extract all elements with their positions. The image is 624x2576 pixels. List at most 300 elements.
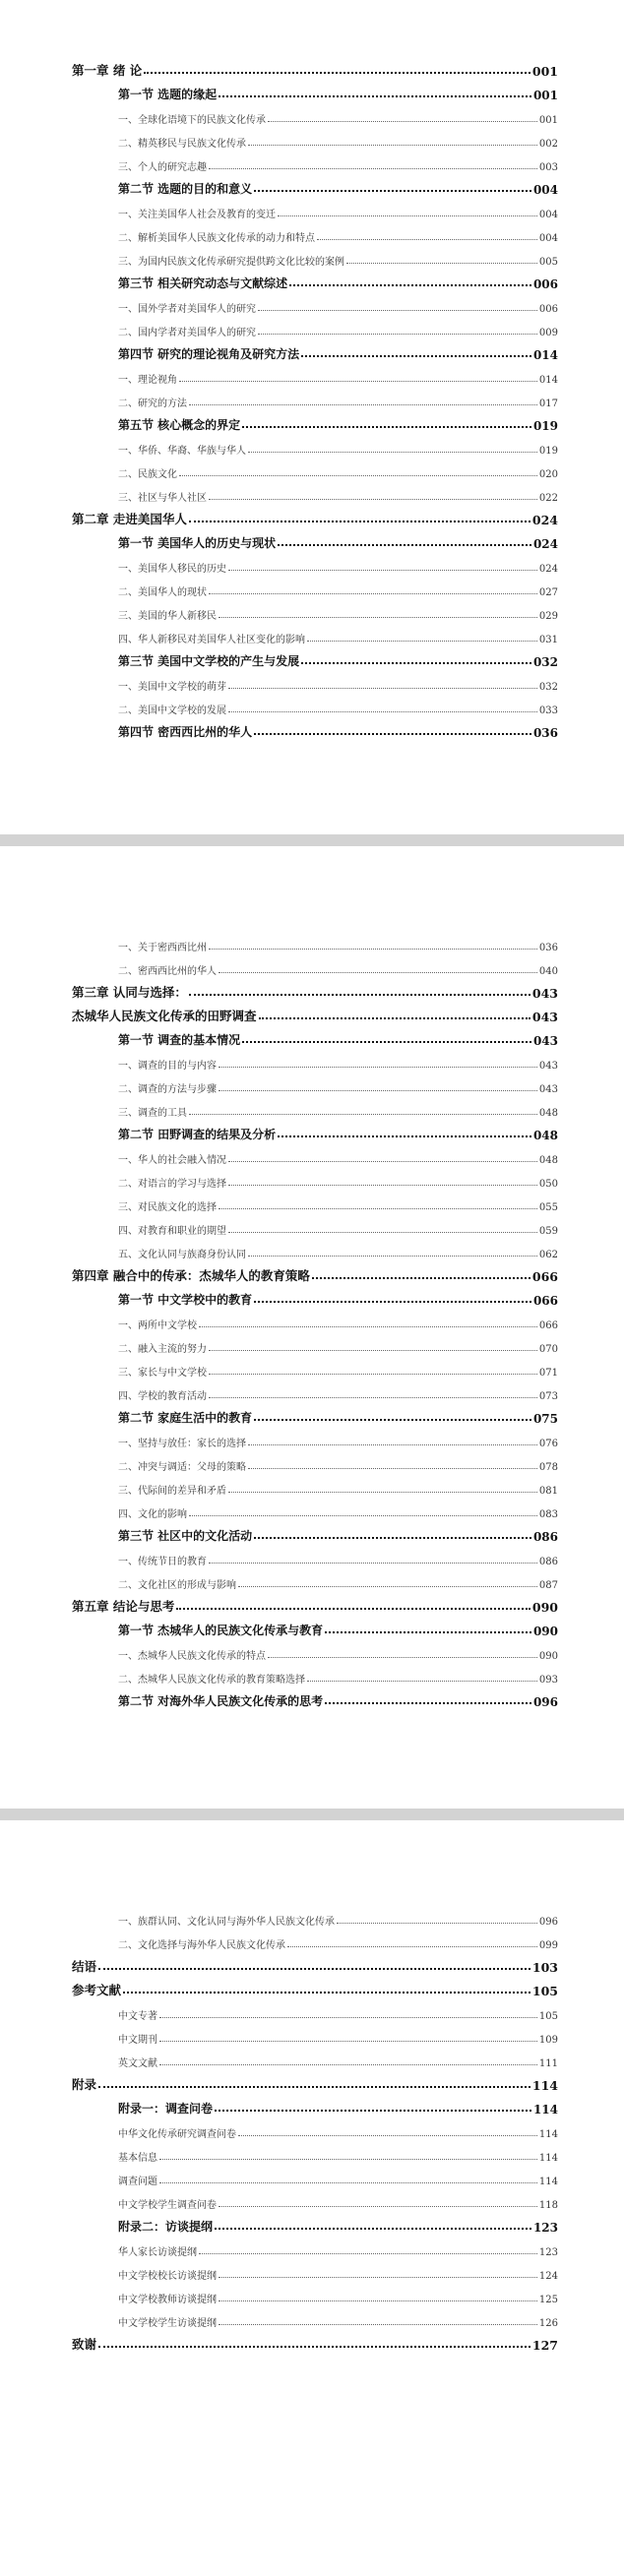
toc-subsection-entry[interactable] <box>118 2282 558 2305</box>
toc-entry-title: 二、冲突与调适：父母的策略 <box>118 1462 246 1473</box>
dot-leader <box>159 2017 537 2018</box>
toc-entry-title: 第三节 美国中文学校的产生与发展 <box>118 654 300 668</box>
dot-leader <box>228 570 537 571</box>
toc-page-number: 027 <box>538 587 558 598</box>
toc-page-number: 024 <box>538 564 558 575</box>
toc-chapter-entry[interactable] <box>72 504 558 527</box>
toc-entry-title: 二、精英移民与民族文化传承 <box>118 139 246 150</box>
toc-list <box>0 1904 624 2353</box>
dot-leader <box>307 1681 537 1682</box>
toc-subsection-entry[interactable] <box>118 598 558 622</box>
dot-leader <box>179 381 537 382</box>
toc-page-number: 040 <box>538 966 558 977</box>
toc-page-number: 014 <box>538 375 558 386</box>
toc-entry-title: 三、为国内民族文化传承研究提供跨文化比较的案例 <box>118 257 344 268</box>
toc-subsection-entry[interactable] <box>118 2116 558 2140</box>
toc-subsection-entry[interactable] <box>118 575 558 598</box>
toc-subsection-entry[interactable] <box>118 1308 558 1331</box>
toc-entry-title: 中文期刊 <box>118 2035 157 2046</box>
toc-entry-title: 第一节 选题的缘起 <box>118 88 218 101</box>
toc-section-entry[interactable] <box>118 1615 558 1638</box>
dot-leader <box>215 2228 531 2230</box>
toc-subsection-entry[interactable] <box>118 457 558 480</box>
toc-section-entry[interactable] <box>118 527 558 551</box>
dot-leader <box>228 688 537 689</box>
toc-entry-title: 二、美国中文学校的发展 <box>118 705 226 716</box>
toc-entry-title: 中文学校校长访谈提纲 <box>118 2271 217 2282</box>
toc-page-number: 050 <box>538 1179 558 1190</box>
toc-page-number: 086 <box>538 1557 558 1567</box>
toc-entry-title: 一、两所中文学校 <box>118 1320 197 1331</box>
dot-leader <box>228 1232 537 1233</box>
toc-entry-title: 第四节 研究的理论视角及研究方法 <box>118 347 300 361</box>
dot-leader <box>218 2300 537 2301</box>
dot-leader <box>259 1017 530 1019</box>
dot-leader <box>218 95 531 97</box>
toc-entry-title: 基本信息 <box>118 2153 157 2164</box>
toc-entry-title: 致谢 <box>72 2337 97 2352</box>
toc-entry-title: 第四节 密西西比州的华人 <box>118 725 253 739</box>
toc-page-number: 033 <box>538 705 558 716</box>
toc-entry-title: 三、个人的研究志趣 <box>118 162 207 173</box>
toc-page-number: 081 <box>538 1486 558 1497</box>
dot-leader <box>98 2086 530 2088</box>
toc-page-number: 087 <box>538 1580 558 1591</box>
dot-leader <box>254 733 531 735</box>
dot-leader <box>209 168 537 169</box>
toc-subsection-entry[interactable] <box>118 1095 558 1119</box>
toc-list <box>0 55 624 740</box>
toc-page-number: 048 <box>532 1129 558 1142</box>
dot-leader <box>159 2064 537 2065</box>
toc-subsection-entry[interactable] <box>118 1497 558 1520</box>
toc-subsection-entry[interactable] <box>118 362 558 386</box>
toc-entry-title: 第二节 对海外华人民族文化传承的思考 <box>118 1694 324 1708</box>
dot-leader <box>346 263 537 264</box>
toc-entry-title: 三、家长与中文学校 <box>118 1368 207 1379</box>
toc-entry-title: 二、调查的方法与步骤 <box>118 1084 217 1095</box>
toc-page-number: 125 <box>538 2295 558 2305</box>
toc-subsection-entry[interactable] <box>118 930 558 953</box>
dot-leader <box>228 711 537 712</box>
dot-leader <box>301 355 531 357</box>
dot-leader <box>218 1208 537 1209</box>
toc-entry-title: 二、融入主流的努力 <box>118 1344 207 1355</box>
toc-page-number: 090 <box>532 1625 558 1638</box>
toc-page-number: 090 <box>531 1600 558 1615</box>
toc-page-number: 076 <box>538 1439 558 1449</box>
toc-entry-title: 五、文化认同与族裔身份认同 <box>118 1250 246 1260</box>
toc-page-number: 066 <box>532 1294 558 1308</box>
toc-page-number: 083 <box>538 1509 558 1520</box>
toc-subsection-entry[interactable] <box>118 2164 558 2187</box>
toc-page-number: 032 <box>538 682 558 693</box>
toc-entry-title: 中华文化传承研究调查问卷 <box>118 2129 236 2140</box>
toc-subsection-entry[interactable] <box>118 126 558 150</box>
toc-subsection-entry[interactable] <box>118 551 558 575</box>
toc-page-number: 009 <box>538 328 558 338</box>
dot-leader <box>209 593 537 594</box>
toc-entry-title: 一、美国华人移民的历史 <box>118 564 226 575</box>
dot-leader <box>301 662 531 664</box>
toc-subsection-entry[interactable] <box>118 291 558 315</box>
dot-leader <box>218 1090 537 1091</box>
toc-page-number: 048 <box>538 1155 558 1166</box>
dot-leader <box>209 499 537 500</box>
toc-entry-title: 二、文化选择与海外华人民族文化传承 <box>118 1940 285 1951</box>
toc-entry-title: 一、坚持与放任：家长的选择 <box>118 1439 246 1449</box>
toc-page-number: 020 <box>538 469 558 480</box>
dot-leader <box>189 1114 537 1115</box>
dot-leader <box>218 2206 537 2207</box>
toc-entry-title: 第二节 家庭生活中的教育 <box>118 1411 253 1425</box>
toc-entry-title: 二、解析美国华人民族文化传承的动力和特点 <box>118 233 315 244</box>
dot-leader <box>278 1135 531 1137</box>
toc-entry-title: 中文专著 <box>118 2011 157 2022</box>
toc-page-number: 004 <box>538 233 558 244</box>
toc-subsection-entry[interactable] <box>118 433 558 457</box>
toc-page-number: 123 <box>532 2221 558 2235</box>
toc-chapter-entry[interactable] <box>72 1591 558 1615</box>
toc-entry-title: 第四章 融合中的传承：杰城华人的教育策略 <box>72 1268 310 1283</box>
toc-chapter-entry[interactable] <box>72 1260 558 1284</box>
toc-section-entry[interactable] <box>118 173 558 197</box>
toc-entry-title: 中文学校教师访谈提纲 <box>118 2295 217 2305</box>
toc-page-number: 024 <box>531 513 558 527</box>
toc-entry-title: 三、代际间的差异和矛盾 <box>118 1486 226 1497</box>
toc-entry-title: 三、美国的华人新移民 <box>118 611 217 622</box>
toc-entry-title: 第二节 选题的目的和意义 <box>118 182 253 196</box>
dot-leader <box>248 1468 537 1469</box>
toc-chapter-entry[interactable] <box>72 55 558 79</box>
toc-entry-title: 第三章 认同与选择： <box>72 985 187 1000</box>
toc-chapter-entry[interactable] <box>72 1975 558 1998</box>
toc-section-entry[interactable] <box>118 338 558 362</box>
toc-chapter-entry[interactable] <box>72 1001 558 1024</box>
toc-page-number: 096 <box>532 1695 558 1709</box>
dot-leader <box>218 1067 537 1068</box>
toc-entry-title: 第一节 杰城华人的民族文化传承与教育 <box>118 1624 324 1637</box>
toc-subsection-entry[interactable] <box>118 1998 558 2022</box>
toc-page-number: 118 <box>538 2200 558 2211</box>
toc-list <box>0 930 624 1709</box>
toc-entry-title: 二、民族文化 <box>118 469 177 480</box>
toc-subsection-entry[interactable] <box>118 669 558 693</box>
toc-section-entry[interactable] <box>118 2093 558 2116</box>
dot-leader <box>325 1702 531 1704</box>
toc-page-number: 003 <box>538 162 558 173</box>
dot-leader <box>242 426 531 428</box>
toc-section-entry[interactable] <box>118 1119 558 1142</box>
toc-entry-title: 华人家长访谈提纲 <box>118 2247 197 2258</box>
toc-page-number: 062 <box>538 1250 558 1260</box>
toc-page-number: 114 <box>538 2153 558 2164</box>
toc-page-number: 066 <box>531 1269 558 1284</box>
toc-chapter-entry[interactable] <box>72 2069 558 2093</box>
toc-subsection-entry[interactable] <box>118 1355 558 1379</box>
toc-section-entry[interactable] <box>118 2211 558 2235</box>
toc-subsection-entry[interactable] <box>118 2235 558 2258</box>
dot-leader <box>248 452 537 453</box>
toc-entry-title: 二、文化社区的形成与影响 <box>118 1580 236 1591</box>
toc-entry-title: 一、关于密西西比州 <box>118 943 207 953</box>
page-separator <box>0 834 624 846</box>
dot-leader <box>278 544 531 546</box>
toc-entry-title: 三、社区与华人社区 <box>118 493 207 504</box>
toc-entry-title: 二、研究的方法 <box>118 399 187 409</box>
toc-subsection-entry[interactable] <box>118 480 558 504</box>
toc-subsection-entry[interactable] <box>118 2187 558 2211</box>
dot-leader <box>209 1397 537 1398</box>
toc-page-number: 043 <box>531 986 558 1001</box>
toc-page-number: 114 <box>538 2177 558 2187</box>
toc-page-number: 124 <box>538 2271 558 2282</box>
dot-leader <box>337 1923 537 1924</box>
toc-page-number: 031 <box>538 635 558 645</box>
toc-entry-title: 第一章 绪 论 <box>72 63 143 78</box>
toc-page-number: 109 <box>538 2035 558 2046</box>
toc-entry-title: 二、杰城华人民族文化传承的教育策略选择 <box>118 1675 305 1686</box>
toc-entry-title: 一、全球化语境下的民族文化传承 <box>118 115 266 126</box>
toc-subsection-entry[interactable] <box>118 1449 558 1473</box>
toc-entry-title: 一、调查的目的与内容 <box>118 1061 217 1072</box>
toc-entry-title: 三、对民族文化的选择 <box>118 1202 217 1213</box>
toc-entry-title: 四、学校的教育活动 <box>118 1391 207 1402</box>
toc-subsection-entry[interactable] <box>118 102 558 126</box>
toc-entry-title: 四、文化的影响 <box>118 1509 187 1520</box>
dot-leader <box>189 521 530 522</box>
toc-section-entry[interactable] <box>118 79 558 102</box>
toc-entry-title: 调查问题 <box>118 2177 157 2187</box>
page-separator <box>0 1809 624 1820</box>
toc-subsection-entry[interactable] <box>118 1567 558 1591</box>
toc-subsection-entry[interactable] <box>118 1237 558 1260</box>
toc-subsection-entry[interactable] <box>118 1544 558 1567</box>
toc-page-number: 126 <box>538 2318 558 2329</box>
toc-subsection-entry[interactable] <box>118 1473 558 1497</box>
toc-subsection-entry[interactable] <box>118 1213 558 1237</box>
toc-subsection-entry[interactable] <box>118 1048 558 1072</box>
toc-page-number: 017 <box>538 399 558 409</box>
toc-page-number: 093 <box>538 1675 558 1686</box>
toc-page-number: 022 <box>538 493 558 504</box>
dot-leader <box>254 1537 531 1539</box>
toc-entry-title: 第一节 中文学校中的教育 <box>118 1293 253 1307</box>
toc-page-number: 071 <box>538 1368 558 1379</box>
dot-leader <box>199 2253 537 2254</box>
toc-subsection-entry[interactable] <box>118 1379 558 1402</box>
dot-leader <box>242 1041 531 1043</box>
dot-leader <box>98 1968 530 1970</box>
toc-subsection-entry[interactable] <box>118 1166 558 1190</box>
toc-section-entry[interactable] <box>118 645 558 669</box>
dot-leader <box>254 1419 531 1421</box>
toc-subsection-entry[interactable] <box>118 622 558 645</box>
toc-page-number: 029 <box>538 611 558 622</box>
dot-leader <box>218 2277 537 2278</box>
toc-entry-title: 二、美国华人的现状 <box>118 587 207 598</box>
toc-page-number: 055 <box>538 1202 558 1213</box>
toc-entry-title: 三、调查的工具 <box>118 1108 187 1119</box>
dot-leader <box>215 2110 531 2112</box>
toc-subsection-entry[interactable] <box>118 1190 558 1213</box>
dot-leader <box>218 617 537 618</box>
dot-leader <box>189 404 537 405</box>
toc-page-number: 090 <box>538 1651 558 1662</box>
toc-page-number: 096 <box>538 1917 558 1928</box>
toc-page-number: 114 <box>531 2078 558 2093</box>
toc-subsection-entry[interactable] <box>118 2258 558 2282</box>
toc-subsection-entry[interactable] <box>118 1904 558 1928</box>
toc-entry-title: 一、华人的社会融入情况 <box>118 1155 226 1166</box>
toc-subsection-entry[interactable] <box>118 1426 558 1449</box>
toc-section-entry[interactable] <box>118 1520 558 1544</box>
dot-leader <box>248 1256 537 1257</box>
toc-chapter-entry[interactable] <box>72 2329 558 2353</box>
toc-subsection-entry[interactable] <box>118 2140 558 2164</box>
toc-entry-title: 一、华侨、华裔、华族与华人 <box>118 446 246 457</box>
toc-section-entry[interactable] <box>118 268 558 291</box>
toc-entry-title: 英文文献 <box>118 2058 157 2069</box>
toc-page-number: 103 <box>531 1960 558 1975</box>
dot-leader <box>248 1444 537 1445</box>
toc-entry-title: 二、对语言的学习与选择 <box>118 1179 226 1190</box>
toc-subsection-entry[interactable] <box>118 1072 558 1095</box>
toc-entry-title: 第一节 美国华人的历史与现状 <box>118 536 277 550</box>
toc-page-number: 114 <box>532 2103 558 2116</box>
toc-entry-title: 一、杰城华人民族文化传承的特点 <box>118 1651 266 1662</box>
toc-section-entry[interactable] <box>118 1686 558 1709</box>
toc-entry-title: 四、对教育和职业的期望 <box>118 1226 226 1237</box>
toc-subsection-entry[interactable] <box>118 693 558 716</box>
toc-entry-title: 二、国内学者对美国华人的研究 <box>118 328 256 338</box>
toc-page-number: 043 <box>531 1010 558 1024</box>
dot-leader <box>98 2346 530 2348</box>
dot-leader <box>159 2041 537 2042</box>
dot-leader <box>238 2135 537 2136</box>
toc-page-number: 004 <box>538 210 558 220</box>
dot-leader <box>199 1326 537 1327</box>
dot-leader <box>254 1301 531 1303</box>
toc-entry-title: 一、传统节日的教育 <box>118 1557 207 1567</box>
toc-page-number: 014 <box>532 348 558 362</box>
toc-page-number: 024 <box>532 537 558 551</box>
toc-entry-title: 附录二：访谈提纲 <box>118 2220 214 2234</box>
toc-page-number: 043 <box>538 1061 558 1072</box>
toc-page-number: 078 <box>538 1462 558 1473</box>
dot-leader <box>209 949 537 950</box>
toc-entry-title: 一、理论视角 <box>118 375 177 386</box>
toc-page-number: 075 <box>532 1412 558 1426</box>
dot-leader <box>209 1374 537 1375</box>
toc-subsection-entry[interactable] <box>118 244 558 268</box>
toc-page-number: 036 <box>538 943 558 953</box>
toc-page-number: 001 <box>531 64 558 79</box>
toc-section-entry[interactable] <box>118 1024 558 1048</box>
toc-page-number: 105 <box>531 1984 558 1998</box>
dot-leader <box>268 1657 537 1658</box>
dot-leader <box>278 215 537 216</box>
toc-subsection-entry[interactable] <box>118 220 558 244</box>
dot-leader <box>159 2159 537 2160</box>
toc-subsection-entry[interactable] <box>118 2046 558 2069</box>
toc-entry-title: 结语 <box>72 1959 97 1974</box>
dot-leader <box>307 641 537 642</box>
toc-section-entry[interactable] <box>118 409 558 433</box>
dot-leader <box>248 145 537 146</box>
dot-leader <box>287 1946 537 1947</box>
toc-subsection-entry[interactable] <box>118 2022 558 2046</box>
toc-page-number: 123 <box>538 2247 558 2258</box>
toc-page-number: 114 <box>538 2129 558 2140</box>
toc-entry-title: 第二节 田野调查的结果及分析 <box>118 1128 277 1141</box>
toc-entry-title: 第五章 结论与思考 <box>72 1599 175 1614</box>
toc-subsection-entry[interactable] <box>118 1142 558 1166</box>
toc-entry-title: 第三节 相关研究动态与文献综述 <box>118 276 288 290</box>
toc-chapter-entry[interactable] <box>72 1951 558 1975</box>
toc-subsection-entry[interactable] <box>118 1662 558 1686</box>
toc-subsection-entry[interactable] <box>118 315 558 338</box>
toc-subsection-entry[interactable] <box>118 197 558 220</box>
toc-page-number: 002 <box>538 139 558 150</box>
toc-subsection-entry[interactable] <box>118 2305 558 2329</box>
toc-subsection-entry[interactable] <box>118 150 558 173</box>
toc-subsection-entry[interactable] <box>118 953 558 977</box>
toc-entry-title: 参考文献 <box>72 1983 122 1997</box>
toc-page-number: 001 <box>538 115 558 126</box>
dot-leader <box>238 1586 537 1587</box>
toc-page-number: 066 <box>538 1320 558 1331</box>
toc-section-entry[interactable] <box>118 1284 558 1308</box>
toc-page-number: 004 <box>532 183 558 197</box>
dot-leader <box>123 1992 530 1993</box>
toc-section-entry[interactable] <box>118 1402 558 1426</box>
dot-leader <box>228 1161 537 1162</box>
toc-page-number: 099 <box>538 1940 558 1951</box>
toc-page-number: 001 <box>532 89 558 102</box>
toc-subsection-entry[interactable] <box>118 1331 558 1355</box>
dot-leader <box>312 1277 530 1279</box>
dot-leader <box>176 1608 530 1610</box>
toc-page-number: 111 <box>538 2058 558 2069</box>
toc-chapter-entry[interactable] <box>72 977 558 1001</box>
toc-entry-title: 第二章 走进美国华人 <box>72 512 187 526</box>
toc-subsection-entry[interactable] <box>118 1638 558 1662</box>
toc-page-number: 127 <box>531 2338 558 2353</box>
toc-subsection-entry[interactable] <box>118 1928 558 1951</box>
toc-entry-title: 中文学校学生调查问卷 <box>118 2200 217 2211</box>
dot-leader <box>289 284 531 286</box>
toc-entry-title: 二、密西西比州的华人 <box>118 966 217 977</box>
toc-page-number: 019 <box>538 446 558 457</box>
toc-entry-title: 中文学校学生访谈提纲 <box>118 2318 217 2329</box>
toc-entry-title: 第三节 社区中的文化活动 <box>118 1529 253 1543</box>
dot-leader <box>159 2182 537 2183</box>
dot-leader <box>189 994 530 996</box>
dot-leader <box>325 1631 531 1633</box>
toc-section-entry[interactable] <box>118 716 558 740</box>
dot-leader <box>228 1492 537 1493</box>
toc-entry-title: 附录 <box>72 2077 97 2092</box>
toc-entry-title: 一、族群认同、文化认同与海外华人民族文化传承 <box>118 1917 335 1928</box>
toc-page-number: 036 <box>532 726 558 740</box>
toc-page-number: 032 <box>532 655 558 669</box>
dot-leader <box>258 310 537 311</box>
toc-subsection-entry[interactable] <box>118 386 558 409</box>
toc-page-number: 006 <box>538 304 558 315</box>
toc-entry-title: 四、华人新移民对美国华人社区变化的影响 <box>118 635 305 645</box>
toc-entry-title: 杰城华人民族文化传承的田野调查 <box>72 1009 257 1023</box>
